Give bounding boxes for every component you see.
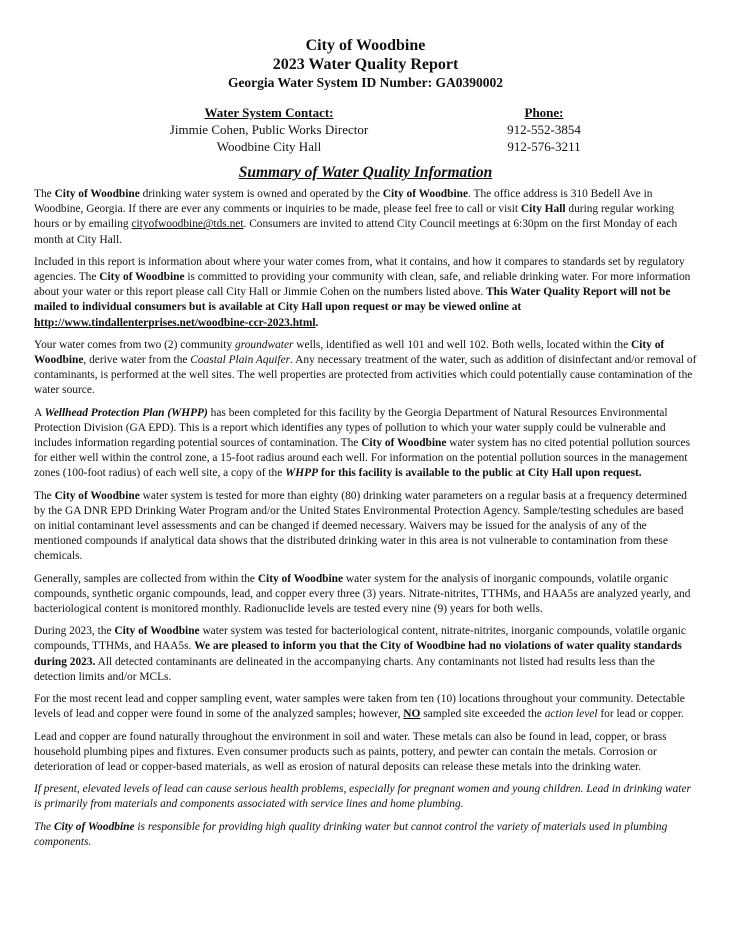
text-run: sampled site exceeded the	[420, 708, 545, 721]
text-run: . Consumers are invited to attend City Council meetings at 6:30pm on the first Monday of each month at City Hall.	[34, 218, 678, 246]
text-run: For the most recent lead and copper sampling event, water samples were taken from ten (10) locations throughout your community. Detectable levels of lead and copper were found in some of the analyzed samples; however,	[34, 693, 685, 721]
text-run-bold: City of Woodbine	[382, 188, 469, 200]
text-run-bold: We are pleased to inform you that the City of Woodbine had no violations of water quality standards during 2023.	[34, 640, 682, 668]
text-run: A	[34, 406, 45, 419]
text-run-bold-italic: WHPP	[285, 467, 319, 480]
text-run-italic: The	[34, 820, 54, 833]
contact-heading: Water System Contact:	[204, 105, 334, 120]
text-run: Your water comes from two (2) community	[34, 338, 235, 351]
paragraph-2023-results	[34, 624, 697, 685]
text-run-bold: City of Woodbine	[34, 338, 665, 367]
text-run-italic: Coastal Plain Aquifer	[190, 354, 291, 367]
text-run: is committed to providing your community with clean, safe, and reliable drinking water. For more information about your water or this report please call City Hall or Jimmie Cohen on the numbers listed above.	[34, 271, 691, 299]
text-run: Included in this report is information about where your water comes from, what it contains, and how it compares to standards set by regulatory agencies. The	[34, 255, 685, 284]
text-run-bold-italic: City of Woodbine	[53, 820, 135, 833]
email-link[interactable]: cityofwoodbine@tds.net	[131, 218, 244, 231]
contact-name: Woodbine City Hall	[216, 139, 322, 154]
phone-heading: Phone:	[524, 105, 564, 120]
contact-block	[34, 104, 697, 158]
text-run-bold: City of Woodbine	[257, 572, 344, 585]
text-run-bold: City of Woodbine	[114, 625, 200, 638]
text-run-bold: City of Woodbine	[54, 188, 140, 200]
report-header	[34, 36, 697, 92]
paragraph-lead-copper-sampling	[34, 692, 697, 722]
text-run: for lead or copper.	[597, 708, 684, 721]
paragraph-responsibility	[34, 820, 697, 850]
summary-heading: Summary of Water Quality Information	[238, 164, 493, 181]
paragraph-sampling	[34, 572, 697, 618]
text-run-italic: groundwater	[235, 338, 294, 351]
text-run: Generally, samples are collected from within the	[34, 572, 258, 585]
text-run: , derive water from the	[83, 354, 191, 367]
report-title: City of Woodbine	[305, 37, 426, 54]
text-run-bold-italic: Wellhead Protection Plan (WHPP)	[44, 406, 208, 419]
phone-column	[489, 104, 599, 155]
text-run: drinking water system is owned and operated by the	[139, 188, 383, 200]
text-run-bold-underline: NO	[403, 708, 421, 721]
text-run-bold: City of Woodbine	[361, 437, 447, 450]
paragraph-report-info	[34, 255, 697, 331]
contact-name: Jimmie Cohen, Public Works Director	[169, 122, 369, 137]
phone-number: 912-552-3854	[507, 122, 581, 137]
text-run: The	[34, 188, 55, 200]
phone-number: 912-576-3211	[507, 139, 581, 154]
paragraph-whpp	[34, 406, 697, 482]
text-run: wells, identified as well 101 and well 102. Both wells, located within the	[293, 338, 631, 351]
report-url-link[interactable]: http://www.tindallenterprises.net/woodbine-ccr-2023.html	[34, 316, 316, 329]
contact-column	[139, 104, 399, 155]
text-run: water system is tested for more than eighty (80) drinking water parameters on a regular basis at a frequency determined by the GA DNR EPD Drinking Water Program and/or the United States Environmental Protection Agency. Sample/testing schedules are based on initial contaminant level assessments and can be changed if deemed necessary. Waivers may be issued for the analysis of any of the mentioned compounds if analytical data shows that the distributed drinking water in this area is not vulnerable to contamination from these chemicals.	[34, 489, 687, 563]
paragraph-lead-copper-sources	[34, 730, 697, 776]
text-run: has been completed for this facility by the Georgia Department of Natural Resources Environmental Protection Division (GA EPD). This is a report which identifies any types of pollution to which your water supply could be vulnerable and includes information regarding potential sources of contamination. The	[34, 406, 668, 450]
text-run-italic: If present, elevated levels of lead can cause serious health problems, especially for pregnant women and young children. Lead in drinking water is primarily from materials and components associated with service lines and home plumbing.	[34, 783, 691, 811]
system-id: Georgia Water System ID Number: GA0390002	[227, 75, 504, 90]
paragraph-lead-health	[34, 782, 697, 812]
text-run-italic: is responsible for providing high quality drinking water but cannot control the variety of materials used in plumbing components.	[34, 820, 668, 848]
text-run-bold: City of Woodbine	[54, 489, 140, 502]
text-run: . Any necessary treatment of the water, such as addition of disinfectant and/or removal of contaminants, is performed at the well sites. The well properties are protected from activities which could potentially cause contamination of the water source.	[34, 354, 697, 397]
text-run: during regular working hours or by emailing	[34, 203, 675, 231]
paragraph-water-source	[34, 338, 697, 399]
text-run: All detected contaminants are delineated in the accompanying charts. Any contaminants not listed had results less than the detection limits and/or MCLs.	[34, 655, 655, 683]
text-run-bold: This Water Quality Report will not be mailed to individual consumers but is available at City Hall upon request or may be viewed online at	[34, 286, 671, 314]
text-run-bold: City of Woodbine	[99, 271, 185, 284]
text-run: Lead and copper are found naturally throughout the environment in soil and water. These metals can also be found in lead, copper, or brass household plumbing pipes and fixtures. Even consumer products such as paints, pottery, and pewter can contain the metals. Corrosion or deterioration of lead or copper-based materials, as well as erosion of natural deposits can release these metals into the drinking water.	[34, 730, 667, 773]
text-run: water system has no cited potential pollution sources for either well within the control zone, a 15-foot radius around each well. For information on the potential pollution sources in the management zones (100-foot radius) of each well site, a copy of the	[34, 437, 691, 480]
paragraph-ownership	[34, 187, 697, 248]
text-run: . The office address is 310 Bedell Ave in Woodbine, Georgia. If there are ever any comments or inquiries to be made, please feel free to call or visit	[34, 188, 653, 216]
text-run: water system for the analysis of inorganic compounds, volatile organic compounds, synthetic organic compounds, lead, and copper every three (3) years. Nitrate-nitrites, TTHMs, and HAA5s are analyzed yearly, and bacteriological content is monitored monthly. Radionuclide levels are tested every nine (9) years for both wells.	[34, 572, 691, 616]
report-subtitle: 2023 Water Quality Report	[272, 56, 459, 73]
text-run-bold: for this facility is available to the public at City Hall upon request.	[318, 467, 642, 480]
text-run: The	[34, 489, 55, 502]
paragraph-testing	[34, 489, 697, 565]
text-run: water system was tested for bacteriological content, nitrate-nitrites, inorganic compounds, volatile organic compounds, TTHMs, and HAA5s.	[34, 625, 686, 653]
text-run: During 2023, the	[34, 625, 115, 638]
text-run-italic: action level	[544, 708, 598, 721]
text-run-bold: City Hall	[520, 203, 566, 216]
text-run-bold: .	[315, 316, 319, 329]
